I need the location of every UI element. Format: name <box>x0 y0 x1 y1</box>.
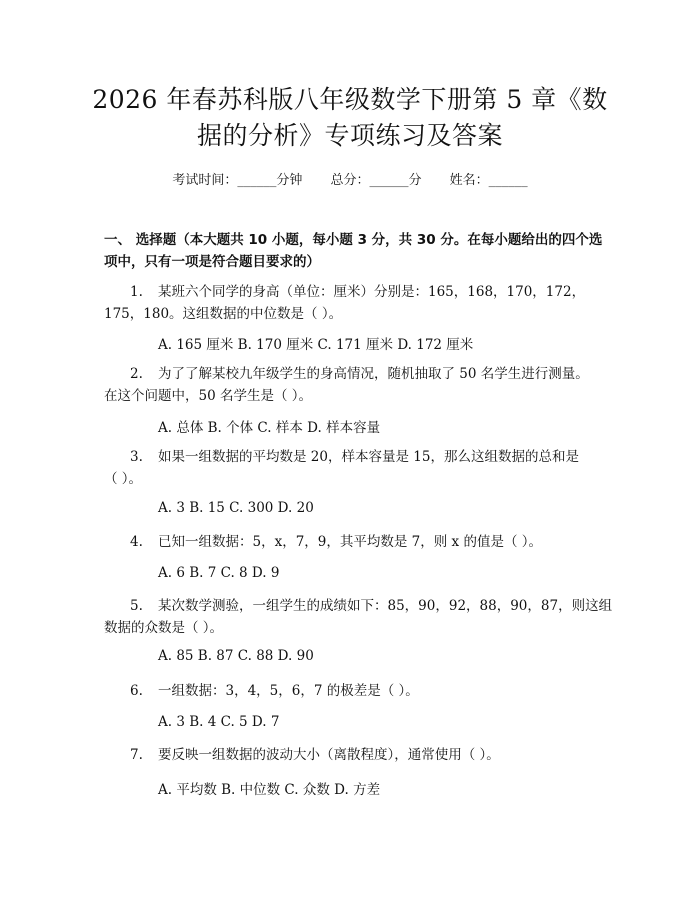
question-text-continued: 数据的众数是（ ）。 <box>104 620 224 636</box>
question-2 <box>104 363 604 407</box>
question-text: 某次数学测验，一组学生的成绩如下：85，90，92，88，90，87，则这组 <box>158 598 613 614</box>
exam-info <box>0 169 700 188</box>
title-line-1: 2026 年春苏科版八年级数学下册第 5 章《数 <box>92 85 608 114</box>
question-7-options: A. 平均数 B. 中位数 C. 众数 D. 方差 <box>158 782 381 798</box>
question-4 <box>104 531 604 553</box>
question-text-continued: （ ）。 <box>104 471 143 487</box>
question-4-options: A. 6 B. 7 C. 8 D. 9 <box>158 565 280 581</box>
question-text: 为了了解某校九年级学生的身高情况，随机抽取了 50 名学生进行测量。 <box>158 366 589 382</box>
question-text: 一组数据：3，4，5，6，7 的极差是（ ）。 <box>158 683 419 699</box>
section-header <box>104 229 604 273</box>
question-7 <box>104 744 604 766</box>
question-number: 4. <box>130 534 143 550</box>
exam-name: 姓名：______ <box>449 173 528 188</box>
question-3 <box>104 446 604 490</box>
question-1-options: A. 165 厘米 B. 170 厘米 C. 171 厘米 D. 172 厘米 <box>158 337 474 353</box>
question-number: 6. <box>130 683 143 699</box>
question-number: 2. <box>130 366 143 382</box>
section-header-line-2: 项中，只有一项是符合题目要求的） <box>104 254 320 270</box>
question-number: 7. <box>130 747 143 763</box>
exam-score: 总分：______分 <box>330 173 422 188</box>
question-text: 某班六个同学的身高（单位：厘米）分别是：165，168，170，172， <box>158 284 586 300</box>
question-6-options: A. 3 B. 4 C. 5 D. 7 <box>158 714 280 730</box>
question-number: 3. <box>130 449 143 465</box>
document-title <box>90 82 610 154</box>
question-text: 如果一组数据的平均数是 20，样本容量是 15，那么这组数据的总和是 <box>158 449 579 465</box>
exam-time: 考试时间：______分钟 <box>172 173 303 188</box>
question-2-options: A. 总体 B. 个体 C. 样本 D. 样本容量 <box>158 420 381 436</box>
question-5 <box>104 595 613 639</box>
question-3-options: A. 3 B. 15 C. 300 D. 20 <box>158 500 314 516</box>
question-number: 1. <box>130 284 143 300</box>
question-text-continued: 在这个问题中，50 名学生是（ ）。 <box>104 388 313 404</box>
question-text: 已知一组数据：5，x，7，9，其平均数是 7，则 x 的值是（ ）。 <box>158 534 542 550</box>
title-line-2: 据的分析》专项练习及答案 <box>196 121 503 150</box>
section-header-line-1: 一、 选择题（本大题共 10 小题，每小题 3 分，共 30 分。在每小题给出的四个选 <box>104 232 603 248</box>
question-5-options: A. 85 B. 87 C. 88 D. 90 <box>158 648 314 664</box>
question-1 <box>104 281 604 325</box>
question-6 <box>104 680 604 702</box>
question-number: 5. <box>130 598 143 614</box>
question-text: 要反映一组数据的波动大小（离散程度），通常使用（ ）。 <box>158 747 500 763</box>
question-text-continued: 175，180。这组数据的中位数是（ ）。 <box>104 306 343 322</box>
